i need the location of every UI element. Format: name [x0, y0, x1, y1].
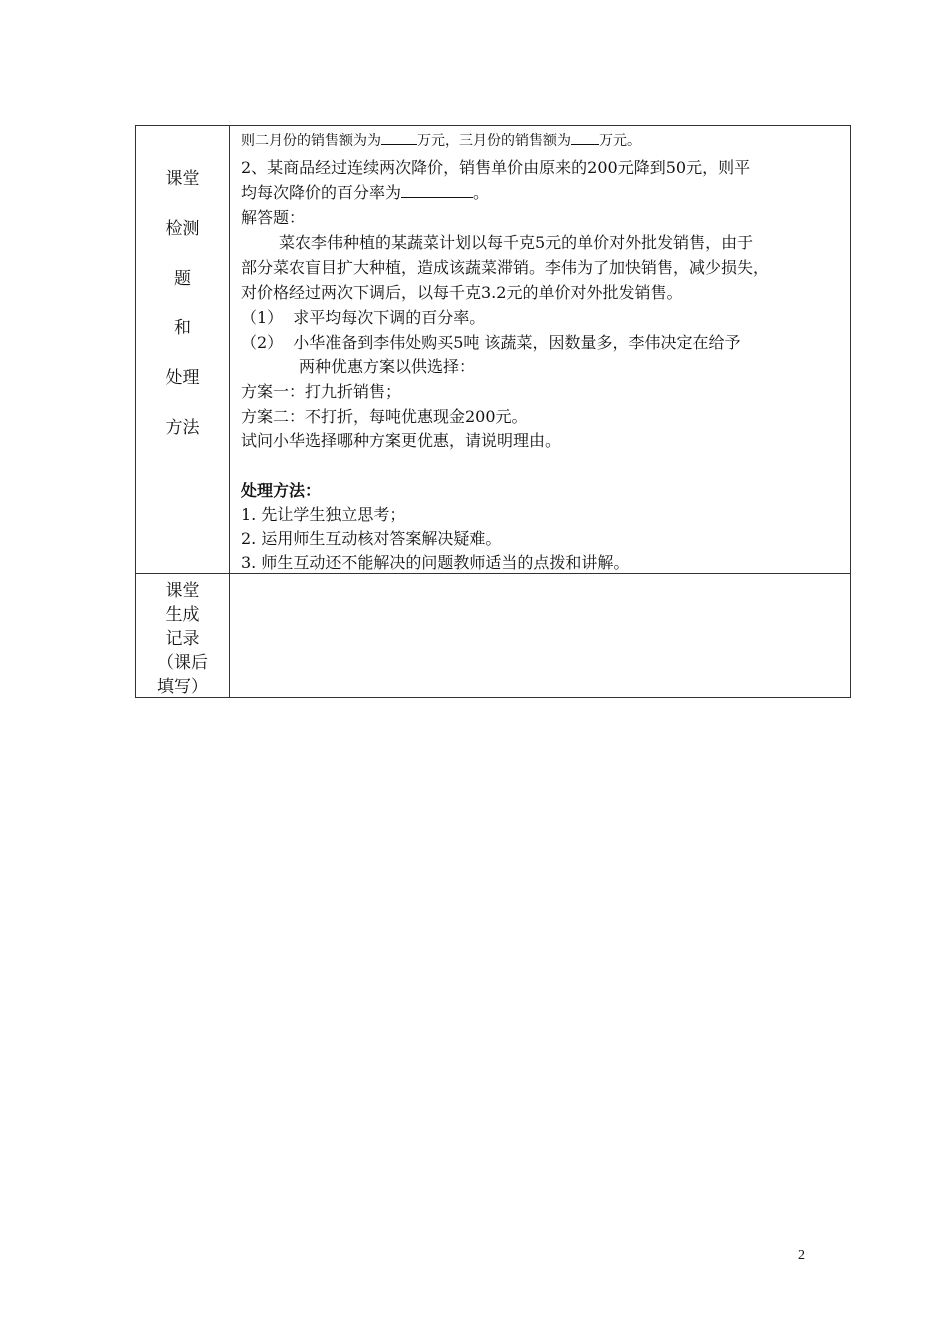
- row-divider: [136, 573, 850, 574]
- answer-blank: [571, 132, 599, 145]
- lesson-table: [135, 125, 851, 698]
- sub-question-1: （1） 求平均每次下调的百分率。: [241, 308, 486, 327]
- method-item: 1. 先让学生独立思考；: [241, 505, 406, 524]
- row2-label-line: 填写）: [157, 677, 208, 697]
- row1-label-line: 和: [174, 318, 191, 338]
- question-1: 则二月份的销售额为为 万元，三月份的销售额为 万元。: [241, 133, 641, 149]
- problem-line: 部分菜农盲目扩大种植，造成该蔬菜滞销。李伟为了加快销售，减少损失，: [241, 258, 770, 277]
- answer-blank: [401, 185, 473, 198]
- plan-1: 方案一：打九折销售；: [241, 382, 402, 401]
- page-number: 2: [798, 1248, 805, 1263]
- method-item: 2. 运用师生互动核对答案解决疑难。: [241, 529, 502, 548]
- row2-label-line: 生成: [165, 605, 200, 625]
- row2-label-line: 记录: [165, 629, 200, 649]
- question-2-line: 2、某商品经过连续两次降价，销售单价由原来的200元降到50元，则平: [241, 158, 751, 177]
- question-2-line: 均每次降价的百分率为 。: [241, 183, 490, 202]
- row1-label-line: 处理: [165, 368, 200, 388]
- method-title: 处理方法：: [241, 481, 322, 500]
- row1-label-line: 方法: [165, 418, 200, 438]
- row1-label-line: 检测: [165, 219, 200, 239]
- question-ask: 试问小华选择哪种方案更优惠，请说明理由。: [241, 431, 562, 450]
- row2-label: [136, 574, 229, 699]
- row1-label-line: 题: [174, 269, 191, 289]
- sub-question-2: （2） 小华准备到李伟处购买5吨 该蔬菜，因数量多，李伟决定在给予: [241, 333, 741, 352]
- row1-label-line: 课堂: [165, 169, 200, 189]
- row2-label-line: （课后: [157, 653, 208, 673]
- problem-line: 对价格经过两次下调后，以每千克3.2元的单价对外批发销售。: [241, 283, 683, 302]
- problem-line: 菜农李伟种植的某蔬菜计划以每千克5元的单价对外批发销售，由于: [279, 233, 754, 252]
- column-divider: [229, 126, 230, 697]
- row2-label-line: 课堂: [165, 581, 200, 601]
- sub-question-2-cont: 两种优惠方案以供选择：: [299, 357, 476, 376]
- answer-title: 解答题：: [241, 208, 306, 227]
- answer-blank: [381, 132, 417, 145]
- method-item: 3. 师生互动还不能解决的问题教师适当的点拨和讲解。: [241, 553, 630, 572]
- plan-2: 方案二：不打折，每吨优惠现金200元。: [241, 407, 528, 426]
- row1-label: [136, 126, 229, 573]
